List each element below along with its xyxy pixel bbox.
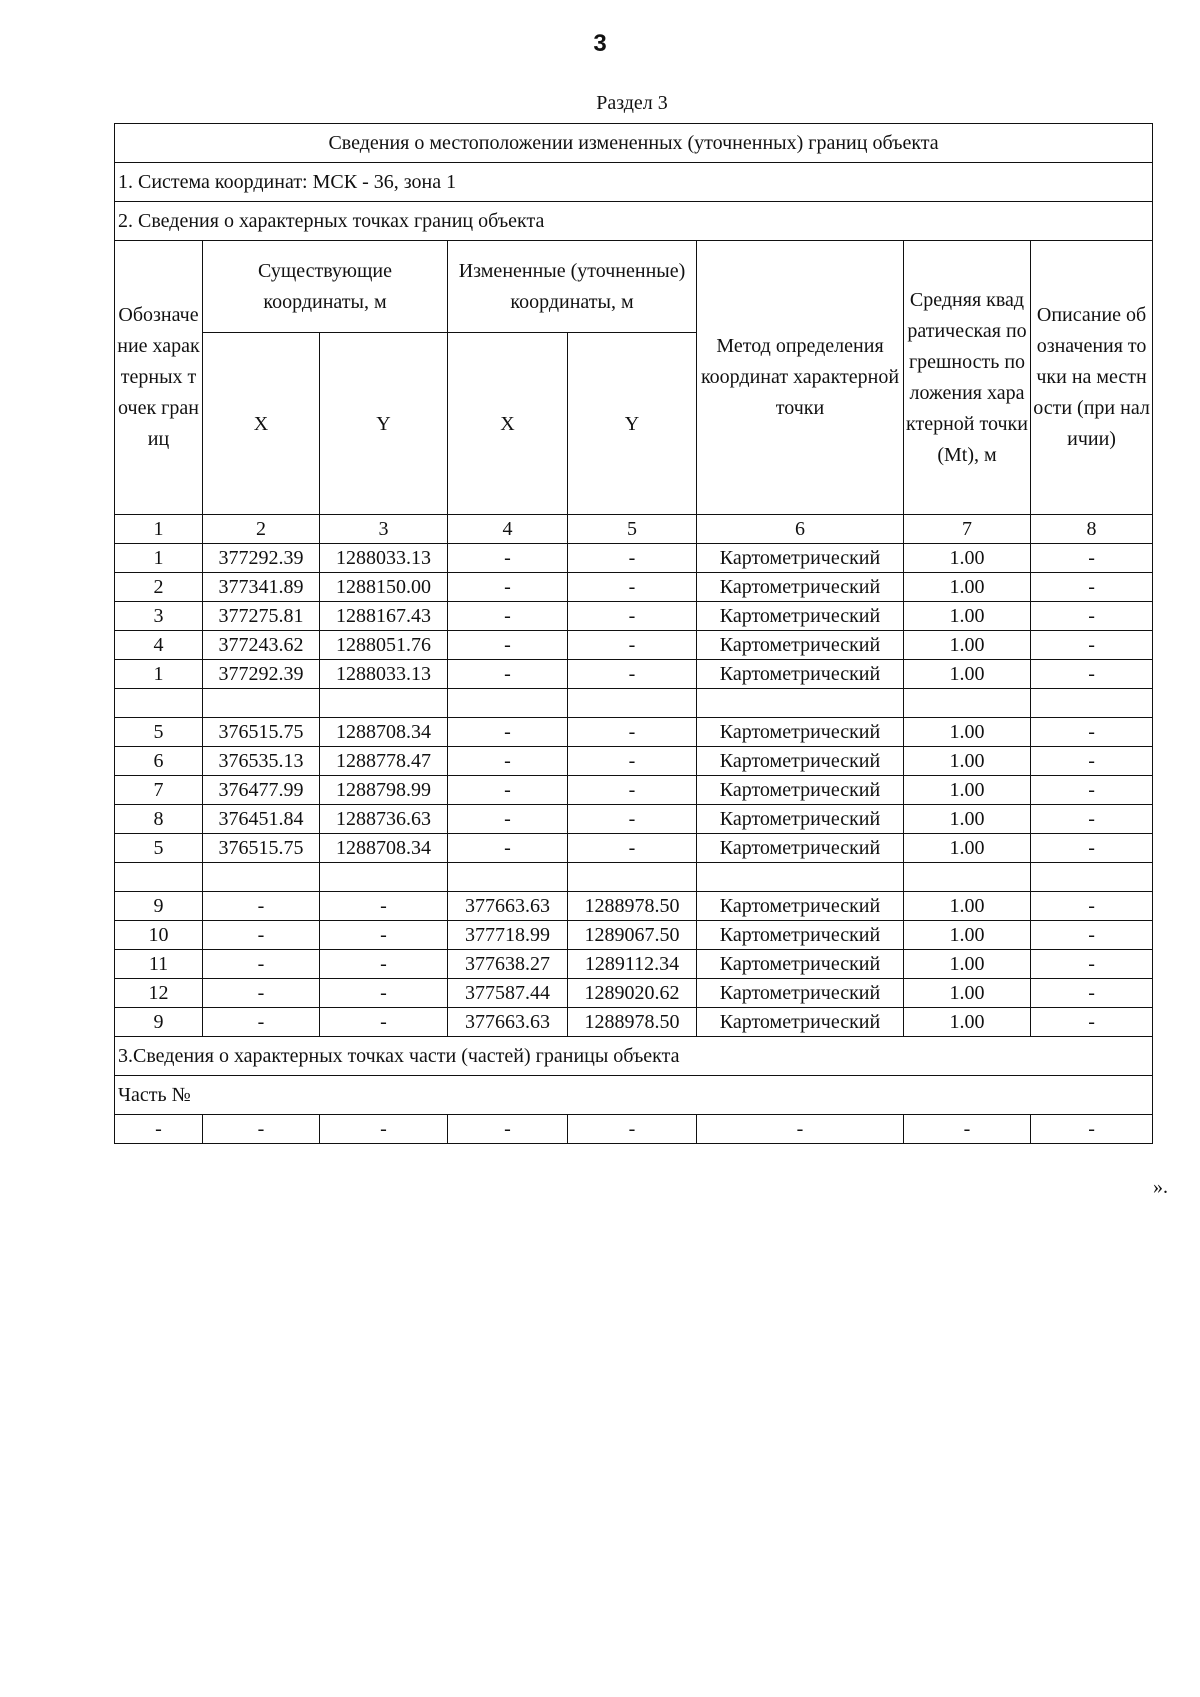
table-cell: 6 <box>115 747 203 776</box>
table-cell: - <box>448 747 568 776</box>
table-cell: 1288708.34 <box>320 718 448 747</box>
table-cell: Картометрический <box>697 544 904 573</box>
table-cell: - <box>203 921 320 950</box>
table-cell: - <box>320 892 448 921</box>
table-cell: Картометрический <box>697 718 904 747</box>
table-cell: 1289067.50 <box>568 921 697 950</box>
table-cell: 1 <box>115 544 203 573</box>
table-cell <box>448 689 568 718</box>
table-cell: 1289020.62 <box>568 979 697 1008</box>
column-numbers-row <box>115 515 1153 544</box>
table-cell: 377718.99 <box>448 921 568 950</box>
table-cell: 377292.39 <box>203 660 320 689</box>
table-cell: - <box>115 1115 203 1144</box>
table-cell: 1.00 <box>904 544 1031 573</box>
table-cell: 377275.81 <box>203 602 320 631</box>
table-cell: 2 <box>115 573 203 602</box>
table-row <box>115 979 1153 1008</box>
table-cell: Картометрический <box>697 1008 904 1037</box>
table-cell: - <box>1031 573 1153 602</box>
table-cell: 11 <box>115 950 203 979</box>
table-cell: 1288736.63 <box>320 805 448 834</box>
table-cell: - <box>448 660 568 689</box>
table-cell <box>697 689 904 718</box>
part-row <box>115 1115 1153 1144</box>
table-cell: - <box>1031 805 1153 834</box>
table-cell: 1288978.50 <box>568 1008 697 1037</box>
table-row <box>115 573 1153 602</box>
table-cell: - <box>1031 544 1153 573</box>
table-row <box>115 544 1153 573</box>
header-designation: Обозначение характерных точек границ <box>115 241 203 515</box>
table-cell: 1.00 <box>904 1008 1031 1037</box>
table-cell <box>320 863 448 892</box>
table-row <box>115 950 1153 979</box>
table-cell: - <box>448 602 568 631</box>
table-cell: 376535.13 <box>203 747 320 776</box>
table-title: Сведения о местоположении измененных (уточненных) границ объекта <box>115 124 1153 163</box>
table-row <box>115 602 1153 631</box>
table-cell: Картометрический <box>697 834 904 863</box>
table-cell: - <box>568 1115 697 1144</box>
section-title: Раздел 3 <box>596 92 668 114</box>
table-cell: 1.00 <box>904 921 1031 950</box>
table-cell: - <box>1031 921 1153 950</box>
table-cell: 9 <box>115 1008 203 1037</box>
header-error: Средняя квадратическая погрешность положения характерной точки (Mt), м <box>904 241 1031 515</box>
table-cell: 376451.84 <box>203 805 320 834</box>
table-cell: 1288708.34 <box>320 834 448 863</box>
table-cell: 1289112.34 <box>568 950 697 979</box>
table-cell: - <box>1031 950 1153 979</box>
table-cell: - <box>1031 602 1153 631</box>
points-heading: 2. Сведения о характерных точках границ объекта <box>115 202 1153 241</box>
table-cell: 1.00 <box>904 602 1031 631</box>
table-cell: Картометрический <box>697 747 904 776</box>
table-cell: - <box>568 776 697 805</box>
table-cell: 1.00 <box>904 776 1031 805</box>
table-cell <box>203 689 320 718</box>
table-cell: Картометрический <box>697 573 904 602</box>
table-cell: 9 <box>115 892 203 921</box>
table-cell: - <box>1031 776 1153 805</box>
table-cell: 376477.99 <box>203 776 320 805</box>
header-changed-y: Y <box>568 333 697 515</box>
table-row <box>115 805 1153 834</box>
table-cell: 3 <box>320 515 448 544</box>
table-cell: - <box>568 544 697 573</box>
table-cell: - <box>320 979 448 1008</box>
table-cell: - <box>203 892 320 921</box>
table-cell: 377341.89 <box>203 573 320 602</box>
table-cell: - <box>568 718 697 747</box>
table-cell <box>697 863 904 892</box>
table-cell: 377663.63 <box>448 892 568 921</box>
table-cell: - <box>203 1008 320 1037</box>
header-description: Описание обозначения точки на местности (при наличии) <box>1031 241 1153 515</box>
table-cell <box>448 863 568 892</box>
table-cell <box>203 863 320 892</box>
header-changed-coords: Измененные (уточненные) координаты, м <box>448 241 697 333</box>
table-cell: - <box>1031 892 1153 921</box>
table-cell: Картометрический <box>697 805 904 834</box>
table-cell: 8 <box>115 805 203 834</box>
table-cell: - <box>448 805 568 834</box>
table-cell: 5 <box>115 718 203 747</box>
table-cell: 1.00 <box>904 950 1031 979</box>
table-cell: 2 <box>203 515 320 544</box>
table-cell: - <box>448 776 568 805</box>
table-cell: Картометрический <box>697 660 904 689</box>
table-cell: Картометрический <box>697 631 904 660</box>
table-cell: - <box>203 950 320 979</box>
table-cell: 1.00 <box>904 805 1031 834</box>
table-cell <box>568 863 697 892</box>
table-cell: 1.00 <box>904 892 1031 921</box>
table-cell: 10 <box>115 921 203 950</box>
table-cell: - <box>448 1115 568 1144</box>
table-cell: 5 <box>115 834 203 863</box>
table-cell: 4 <box>448 515 568 544</box>
table-row <box>115 660 1153 689</box>
table-cell: - <box>1031 834 1153 863</box>
table-cell: 1288798.99 <box>320 776 448 805</box>
table-cell: 1.00 <box>904 718 1031 747</box>
table-cell: Картометрический <box>697 602 904 631</box>
table-cell: - <box>904 1115 1031 1144</box>
table-cell: 376515.75 <box>203 834 320 863</box>
header-method: Метод определения координат характерной точки <box>697 241 904 515</box>
table-cell: - <box>568 573 697 602</box>
table-cell: - <box>203 1115 320 1144</box>
table-cell: - <box>1031 979 1153 1008</box>
table-row <box>115 892 1153 921</box>
table-cell: 1.00 <box>904 747 1031 776</box>
table-cell: 1.00 <box>904 979 1031 1008</box>
header-changed-x: X <box>448 333 568 515</box>
table-cell: 1288033.13 <box>320 544 448 573</box>
table-cell: 377638.27 <box>448 950 568 979</box>
table-row <box>115 631 1153 660</box>
table-cell: Картометрический <box>697 950 904 979</box>
separator-row <box>115 863 1153 892</box>
table-cell: - <box>1031 660 1153 689</box>
table-cell: 12 <box>115 979 203 1008</box>
table-cell: 3 <box>115 602 203 631</box>
table-cell: - <box>320 1115 448 1144</box>
table-cell: - <box>568 660 697 689</box>
table-cell <box>115 863 203 892</box>
table-cell: - <box>1031 631 1153 660</box>
part-label: Часть № <box>115 1076 1153 1115</box>
table-row <box>115 718 1153 747</box>
table-cell: - <box>448 573 568 602</box>
table-cell: - <box>320 1008 448 1037</box>
table-cell: 7 <box>115 776 203 805</box>
table-cell: - <box>448 718 568 747</box>
table-row <box>115 834 1153 863</box>
table-cell: Картометрический <box>697 921 904 950</box>
table-row <box>115 776 1153 805</box>
table-cell: Картометрический <box>697 892 904 921</box>
table-cell: Картометрический <box>697 979 904 1008</box>
table-cell: - <box>1031 1008 1153 1037</box>
table-cell: - <box>697 1115 904 1144</box>
table-cell: 1 <box>115 515 203 544</box>
separator-row <box>115 689 1153 718</box>
table-cell <box>904 863 1031 892</box>
table-cell: 1288150.00 <box>320 573 448 602</box>
header-existing-coords: Существующие координаты, м <box>203 241 448 333</box>
table-cell: 1.00 <box>904 660 1031 689</box>
header-existing-x: X <box>203 333 320 515</box>
table-row <box>115 921 1153 950</box>
parts-heading: 3.Сведения о характерных точках части (частей) границы объекта <box>115 1037 1153 1076</box>
table-cell <box>904 689 1031 718</box>
table-cell: - <box>568 834 697 863</box>
table-cell: - <box>203 979 320 1008</box>
table-cell: 1288167.43 <box>320 602 448 631</box>
table-cell: 4 <box>115 631 203 660</box>
table-cell: 377292.39 <box>203 544 320 573</box>
table-cell: 1288033.13 <box>320 660 448 689</box>
table-cell: - <box>1031 1115 1153 1144</box>
coordinates-table <box>114 123 1153 1144</box>
table-row <box>115 747 1153 776</box>
table-cell: 1 <box>115 660 203 689</box>
table-cell <box>1031 689 1153 718</box>
table-cell: Картометрический <box>697 776 904 805</box>
table-cell: 7 <box>904 515 1031 544</box>
table-cell: - <box>320 921 448 950</box>
table-cell: 1.00 <box>904 834 1031 863</box>
table-cell <box>320 689 448 718</box>
table-cell: 376515.75 <box>203 718 320 747</box>
table-cell <box>115 689 203 718</box>
table-cell: - <box>568 631 697 660</box>
page-number: 3 <box>593 30 607 57</box>
table-cell: 8 <box>1031 515 1153 544</box>
table-cell: - <box>1031 718 1153 747</box>
table-cell <box>1031 863 1153 892</box>
header-existing-y: Y <box>320 333 448 515</box>
table-cell: 1.00 <box>904 631 1031 660</box>
table-cell: - <box>448 544 568 573</box>
table-cell: - <box>568 602 697 631</box>
table-cell: 1288051.76 <box>320 631 448 660</box>
table-cell: 1288978.50 <box>568 892 697 921</box>
closing-mark: ». <box>1153 1176 1168 1198</box>
table-cell: - <box>1031 747 1153 776</box>
table-cell: - <box>568 747 697 776</box>
table-cell: - <box>448 631 568 660</box>
table-row <box>115 1008 1153 1037</box>
table-cell: 377243.62 <box>203 631 320 660</box>
table-cell: 377663.63 <box>448 1008 568 1037</box>
table-cell: 6 <box>697 515 904 544</box>
table-cell: 5 <box>568 515 697 544</box>
table-cell: - <box>320 950 448 979</box>
table-cell: - <box>568 805 697 834</box>
table-cell: - <box>448 834 568 863</box>
table-cell: 1288778.47 <box>320 747 448 776</box>
table-cell: 377587.44 <box>448 979 568 1008</box>
coord-system-row: 1. Система координат: МСК - 36, зона 1 <box>115 163 1153 202</box>
part-label-row <box>115 1076 1153 1115</box>
table-cell <box>568 689 697 718</box>
parts-heading-row <box>115 1037 1153 1076</box>
table-cell: 1.00 <box>904 573 1031 602</box>
